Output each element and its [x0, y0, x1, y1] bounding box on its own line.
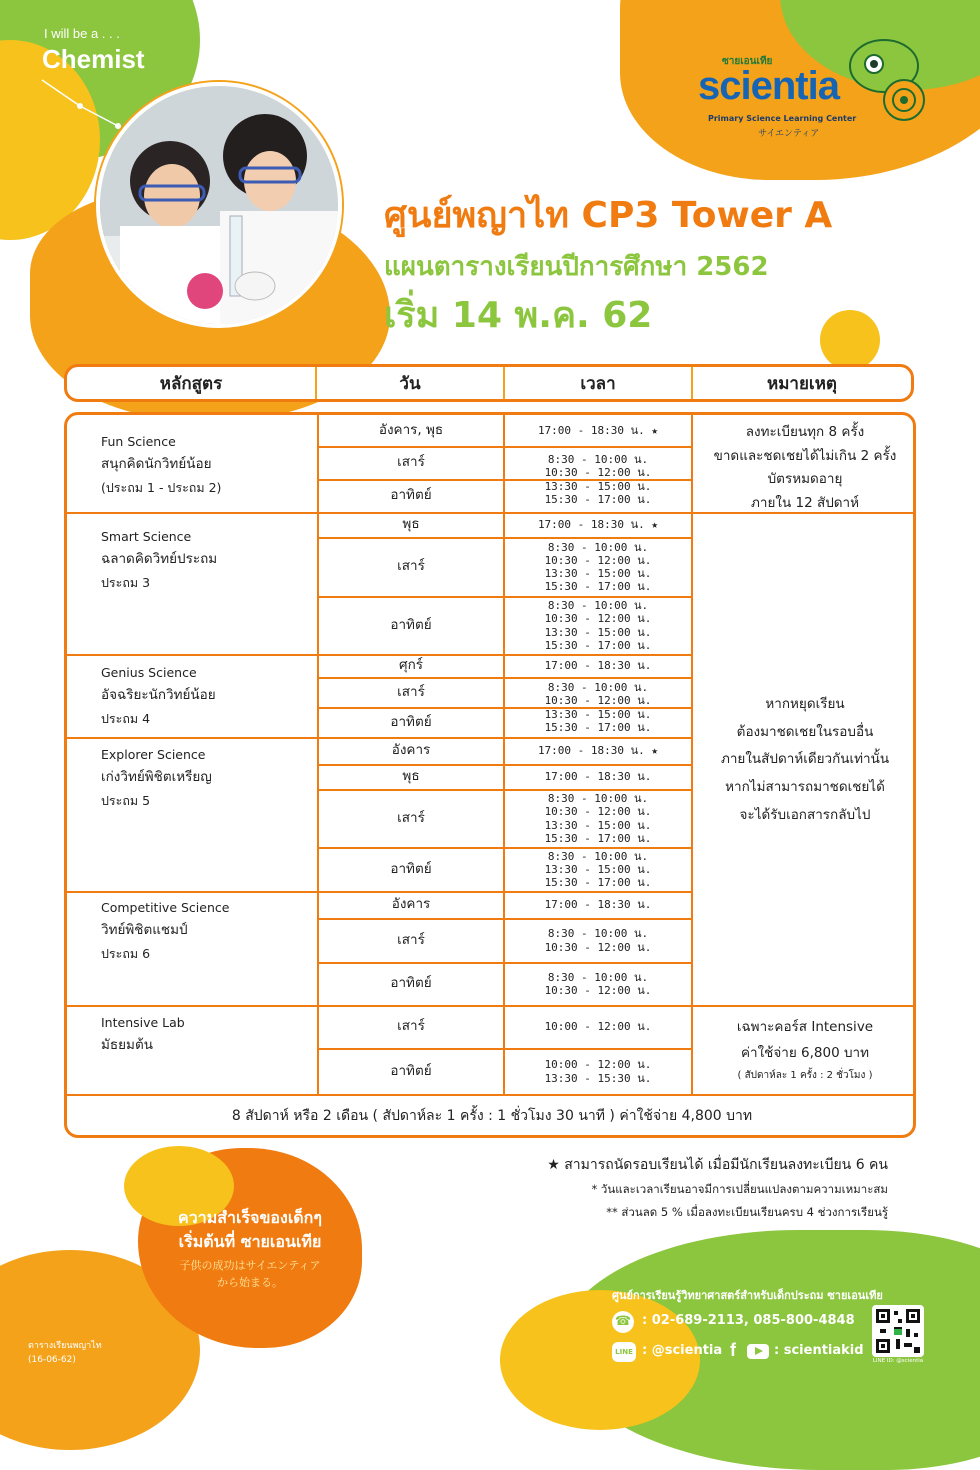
- time-slot: 10:30 - 12:00 น.: [544, 805, 652, 819]
- time-slot: 8:30 - 10:00 น.: [547, 970, 649, 984]
- time-cell: [505, 919, 691, 962]
- tagline: I will be a . . .: [44, 26, 120, 41]
- day-cell: เสาร์: [397, 931, 425, 948]
- time-slot: 10:30 - 12:00 น.: [544, 984, 652, 997]
- header-day: วัน: [317, 367, 505, 399]
- time-slot: 10:30 - 12:00 น.: [544, 553, 652, 567]
- course-level: ประถม 5: [101, 792, 151, 808]
- course-en: Genius Science: [101, 665, 197, 680]
- course-th: วิทย์พิชิตแชมป์: [101, 921, 188, 938]
- note-intensive: [693, 1015, 916, 1085]
- course-fun-science: [101, 431, 221, 498]
- day-cell: อาทิตย์: [390, 616, 432, 633]
- course-th: สนุกคิดนักวิทย์น้อย: [101, 455, 212, 472]
- course-explorer-science: [101, 744, 212, 811]
- day-cell: อังคาร, พุธ: [378, 422, 444, 439]
- time-slot: 15:30 - 17:00 น.: [544, 638, 652, 652]
- logo-japanese: サイエンティア: [758, 129, 820, 139]
- course-en: Fun Science: [101, 434, 176, 449]
- time-slot: 8:30 - 10:00 น.: [547, 540, 649, 554]
- time-slot: 8:30 - 10:00 น.: [547, 599, 649, 613]
- course-en: Smart Science: [101, 529, 192, 544]
- time-slot: 10:30 - 12:00 น.: [544, 940, 652, 954]
- page-title: ศูนย์พญาไท CP3 Tower A: [384, 195, 833, 236]
- note-line: ลงทะเบียนทุก 8 ครั้ง: [745, 424, 865, 440]
- day-cell: พุธ: [402, 768, 420, 785]
- students-lab-photo: [96, 82, 342, 328]
- time-cell: [505, 1049, 691, 1094]
- yellow-blob-right: [820, 310, 880, 370]
- time-slot: 15:30 - 17:00 น.: [544, 580, 652, 594]
- time-slot: 13:30 - 15:00 น.: [544, 479, 652, 493]
- day-cell: อังคาร: [391, 742, 431, 759]
- time-slot: 17:00 - 18:30 น.: [544, 770, 652, 784]
- merge-cover: [505, 478, 691, 483]
- course-level: (ประถม 1 - ประถม 2): [101, 479, 222, 495]
- time-slot: 8:30 - 10:00 น.: [547, 792, 649, 806]
- time-cell: [505, 848, 691, 891]
- course-competitive-science: [101, 897, 229, 964]
- time-slot: 15:30 - 17:00 น.: [544, 720, 652, 734]
- day-cell: ศุกร์: [399, 657, 423, 674]
- schedule-table: [64, 412, 916, 1138]
- time-slot: 17:00 - 18:30 น. ★: [537, 744, 659, 758]
- time-slot: 13:30 - 15:00 น.: [544, 862, 652, 876]
- time-cell: [505, 513, 691, 537]
- header-note: หมายเหตุ: [767, 373, 837, 394]
- note-line: ( สัปดาห์ละ 1 ครั้ง : 2 ชั่วโมง ): [737, 1070, 873, 1082]
- time-cell: [505, 790, 691, 847]
- docref-date: (16-06-62): [28, 1354, 76, 1365]
- course-th: ฉลาดคิดวิทย์ประถม: [101, 550, 218, 567]
- footnote-discount: ** ส่วนลด 5 % เมื่อลงทะเบียนเรียนครบ 4 ช่วงการเรียนรู้: [606, 1205, 888, 1219]
- time-slot: 10:00 - 12:00 น.: [544, 1020, 652, 1034]
- course-genius-science: [101, 662, 216, 729]
- line-id[interactable]: : @scientia: [642, 1343, 723, 1358]
- time-slot: 13:30 - 15:00 น.: [544, 625, 652, 639]
- line-icon: LINE: [612, 1342, 636, 1362]
- note-line: หากหยุดเรียน: [765, 696, 845, 712]
- phone-icon: ☎: [612, 1311, 634, 1333]
- time-cell: [505, 738, 691, 764]
- course-level: ประถม 6: [101, 945, 151, 961]
- time-slot: 10:00 - 12:00 น.: [544, 1058, 652, 1072]
- day-cell: เสาร์: [397, 558, 425, 575]
- time-slot: 8:30 - 10:00 น.: [547, 927, 649, 941]
- time-cell: [505, 1006, 691, 1048]
- youtube-icon: [747, 1344, 769, 1359]
- qr-code-icon: [872, 1305, 924, 1357]
- course-th: มัธยมต้น: [101, 1036, 153, 1053]
- document-reference: [28, 1340, 102, 1367]
- slogan-line: เริ่มต้นที่ ซายเอนเทีย: [178, 1232, 322, 1251]
- time-slot: 10:30 - 12:00 น.: [544, 466, 652, 480]
- time-cell: [505, 765, 691, 789]
- start-date: เริ่ม 14 พ.ค. 62: [384, 295, 653, 336]
- slogan-jp: 子供の成功はサイエンティア: [179, 1259, 321, 1272]
- slogan-line: ความสำเร็จของเด็กๆ: [178, 1208, 322, 1227]
- course-en: Competitive Science: [101, 900, 230, 915]
- day-cell: อาทิตย์: [390, 1062, 432, 1079]
- page-subtitle: แผนตารางเรียนปีการศึกษา 2562: [384, 252, 769, 282]
- note-line: เฉพาะคอร์ส Intensive: [736, 1019, 874, 1035]
- time-cell: [505, 892, 691, 918]
- price-summary: 8 สัปดาห์ หรือ 2 เดือน ( สัปดาห์ละ 1 ครั้ง : 1 ชั่วโมง 30 นาที ) ค่าใช้จ่าย 4,800 บาท: [231, 1107, 753, 1124]
- time-slot: 15:30 - 17:00 น.: [544, 831, 652, 845]
- course-en: Intensive Lab: [101, 1015, 185, 1030]
- course-level: ประถม 4: [101, 710, 151, 726]
- day-cell: อาทิตย์: [390, 975, 432, 992]
- time-cell: [505, 416, 691, 446]
- time-slot: 17:00 - 18:30 น. ★: [537, 518, 659, 532]
- note-line: จะได้รับเอกสารกลับไป: [739, 806, 871, 823]
- time-slot: 13:30 - 15:00 น.: [544, 707, 652, 721]
- logo-brand: scientia: [698, 64, 839, 108]
- time-slot: 13:30 - 15:30 น.: [544, 1071, 652, 1085]
- note-line: ภายใน 12 สัปดาห์: [750, 494, 860, 511]
- time-cell: [505, 963, 691, 1005]
- table-header: [64, 364, 914, 402]
- yellow-blob-bottom-right: [500, 1290, 700, 1430]
- course-th: เก่งวิทย์พิชิตเหรียญ: [101, 768, 212, 785]
- day-cell: เสาร์: [397, 809, 425, 826]
- day-cell: พุธ: [402, 516, 420, 533]
- time-cell: [505, 538, 691, 596]
- header-time: เวลา: [505, 367, 693, 399]
- course-intensive-lab: [101, 1012, 185, 1058]
- slogan-text: [140, 1206, 360, 1291]
- day-cell: เสาร์: [397, 683, 425, 700]
- day-cell: เสาร์: [397, 454, 425, 471]
- course-smart-science: [101, 526, 217, 593]
- note-line: ภายในสัปดาห์เดียวกันเท่านั้น: [720, 751, 890, 768]
- time-cell: [505, 655, 691, 677]
- day-cell: อังคาร: [391, 896, 431, 913]
- note-line: ขาดและชดเชยได้ไม่เกิน 2 ครั้ง: [713, 447, 897, 464]
- chameleon-mascot-icon: [844, 34, 934, 124]
- time-slot: 8:30 - 10:00 น.: [547, 453, 649, 467]
- time-slot: 8:30 - 10:00 น.: [547, 681, 649, 695]
- time-slot: 15:30 - 17:00 น.: [544, 876, 652, 890]
- facebook-icon: f: [730, 1340, 736, 1360]
- day-cell: เสาร์: [397, 1018, 425, 1035]
- social-handle[interactable]: : scientiakid: [774, 1343, 864, 1358]
- header-course: หลักสูตร: [67, 367, 317, 399]
- note-makeup-policy: [693, 691, 916, 829]
- qr-caption: LINE ID: @scientia: [872, 1358, 924, 1364]
- time-slot: 17:00 - 18:30 น. ★: [537, 424, 659, 438]
- time-slot: 15:30 - 17:00 น.: [544, 492, 652, 506]
- footnote-schedule-change: * วันและเวลาเรียนอาจมีการเปลี่ยนแปลงตามความเหมาะสม: [591, 1182, 888, 1196]
- merge-cover: [505, 706, 691, 711]
- logo-subtitle: Primary Science Learning Center: [708, 114, 857, 123]
- course-en: Explorer Science: [101, 747, 206, 762]
- footnote-star: ★ สามารถนัดรอบเรียนได้ เมื่อมีนักเรียนลงทะเบียน 6 คน: [547, 1157, 888, 1173]
- note-line: หากไม่สามารถมาชดเชยได้: [725, 779, 885, 796]
- docref-name: ตารางเรียนพญาไท: [28, 1341, 102, 1351]
- note-line: บัตรหมดอายุ: [767, 471, 843, 488]
- phone-numbers[interactable]: : 02-689-2113, 085-800-4848: [642, 1313, 855, 1328]
- time-cell: [505, 597, 691, 654]
- slogan-jp: から始まる。: [217, 1275, 283, 1289]
- note-line: ต้องมาชดเชยในรอบอื่น: [736, 723, 874, 740]
- time-slot: 10:30 - 12:00 น.: [544, 694, 652, 708]
- time-slot: 13:30 - 15:00 น.: [544, 818, 652, 832]
- day-cell: อาทิตย์: [390, 713, 432, 730]
- note-fun-science: [693, 421, 916, 516]
- logo-thai: ซายเอนเทีย: [722, 56, 773, 67]
- note-line: ค่าใช้จ่าย 6,800 บาท: [740, 1044, 870, 1061]
- time-slot: 13:30 - 15:00 น.: [544, 567, 652, 580]
- center-name: ศูนย์การเรียนรู้วิทยาศาสตร์สำหรับเด็กประถม ซายเอนเทีย: [612, 1289, 883, 1302]
- time-slot: 17:00 - 18:30 น.: [544, 898, 652, 912]
- time-slot: 10:30 - 12:00 น.: [544, 612, 652, 626]
- course-th: อัจฉริยะนักวิทย์น้อย: [101, 686, 216, 703]
- day-cell: อาทิตย์: [390, 487, 432, 504]
- scientia-logo: [694, 34, 934, 144]
- day-cell: อาทิตย์: [390, 860, 432, 877]
- career-title: Chemist: [42, 44, 145, 74]
- time-slot: 17:00 - 18:30 น.: [544, 659, 652, 673]
- course-level: ประถม 3: [101, 574, 151, 590]
- time-slot: 8:30 - 10:00 น.: [547, 849, 649, 863]
